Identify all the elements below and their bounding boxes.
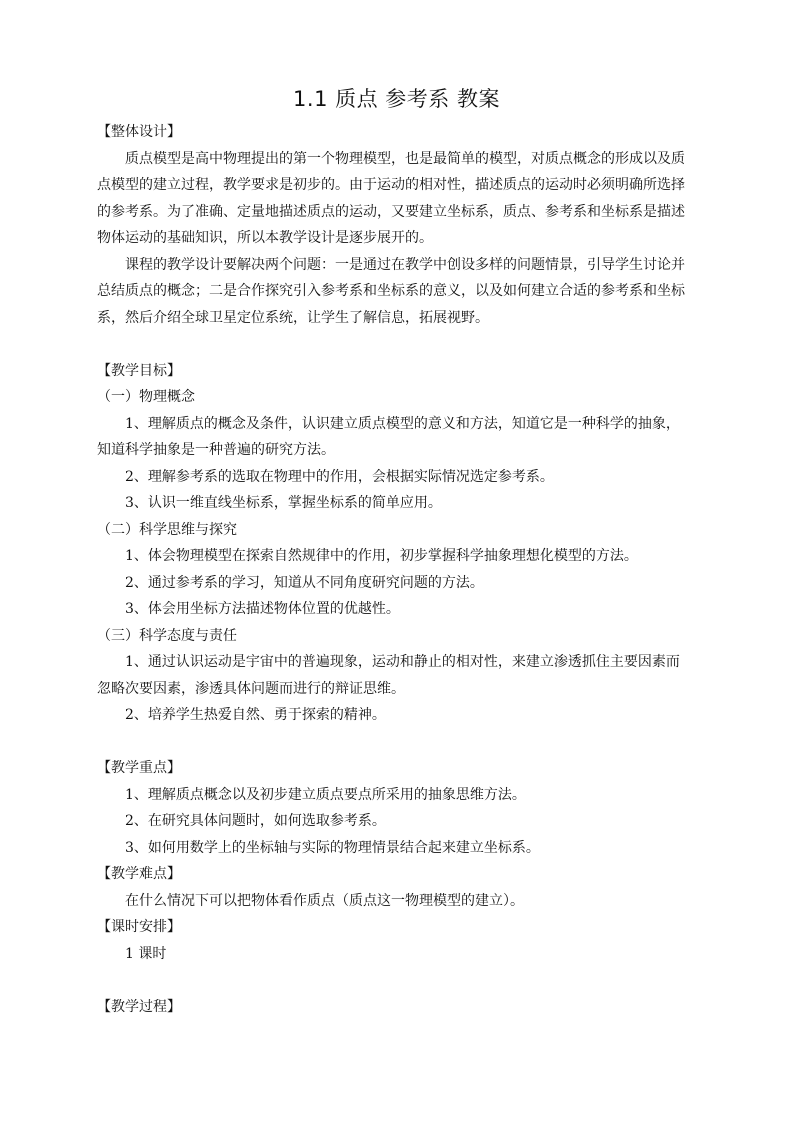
subsection-heading-scientific-attitude: （三）科学态度与责任: [97, 627, 237, 644]
objective-item: 1、理解质点的概念及条件，认识建立质点模型的意义和方法，知道它是一种科学的抽象，知道科学抽象是一种普遍的研究方法。: [97, 415, 680, 458]
subsection-heading-scientific-thinking: （二）科学思维与探究: [97, 521, 237, 538]
overall-design-paragraph-2: 课程的教学设计要解决两个问题：一是通过在教学中创设多样的问题情景，引导学生讨论并总结质点的概念；二是合作探究引入参考系和坐标系的意义，以及如何建立合适的参考系和坐标系，然后介绍全球卫星定位系统，让学生了解信息，拓展视野。: [97, 256, 685, 326]
overall-design-paragraph-1: 质点模型是高中物理提出的第一个物理模型，也是最简单的模型，对质点概念的形成以及质点模型的建立过程，教学要求是初步的。由于运动的相对性，描述质点的运动时必须明确所选择的参考系。为了准确、定量地描述质点的运动，又要建立坐标系，质点、参考系和坐标系是描述物体运动的基础知识，所以本教学设计是逐步展开的。: [97, 150, 685, 246]
spacer: [97, 967, 693, 994]
section-heading-difficulties: 【教学难点】: [97, 866, 181, 882]
difficulty-text: 在什么情况下可以把物体看作质点（质点这一物理模型的建立）。: [125, 892, 524, 909]
spacer: [97, 729, 693, 756]
section-heading-schedule: 【课时安排】: [97, 919, 181, 935]
section-heading-key-points: 【教学重点】: [97, 760, 181, 776]
objective-item: 1、通过认识运动是宇宙中的普遍现象，运动和静止的相对性，来建立渗透抓住主要因素而忽略次要因素，渗透具体问题而进行的辩证思维。: [97, 654, 680, 697]
section-heading-process: 【教学过程】: [97, 998, 181, 1015]
section-heading-overall-design: 【整体设计】: [97, 124, 181, 140]
section-heading-objectives: 【教学目标】: [97, 362, 181, 379]
objective-item: 2、通过参考系的学习，知道从不同角度研究问题的方法。: [125, 574, 484, 591]
objective-item: 2、培养学生热爱自然、勇于探索的精神。: [125, 707, 386, 723]
spacer: [97, 331, 693, 358]
document-body: [97, 119, 693, 1020]
document-title: 1.1 质点 参考系 教案: [293, 87, 500, 111]
objective-item: 1、体会物理模型在探索自然规律中的作用，初步掌握科学抽象理想化模型的方法。: [125, 548, 638, 564]
subsection-heading-physics-concepts: （一）物理概念: [97, 389, 195, 405]
key-point-item: 1、理解质点概念以及初步建立质点要点所采用的抽象思维方法。: [125, 786, 526, 803]
objective-item: 2、理解参考系的选取在物理中的作用，会根据实际情况选定参考系。: [125, 468, 554, 485]
objective-item: 3、体会用坐标方法描述物体位置的优越性。: [125, 601, 400, 617]
objective-item: 3、认识一维直线坐标系，掌握坐标系的简单应用。: [125, 495, 442, 511]
schedule-text: 1 课时: [125, 945, 167, 962]
key-point-item: 3、如何用数学上的坐标轴与实际的物理情景结合起来建立坐标系。: [125, 839, 540, 856]
key-point-item: 2、在研究具体问题时，如何选取参考系。: [125, 813, 386, 829]
